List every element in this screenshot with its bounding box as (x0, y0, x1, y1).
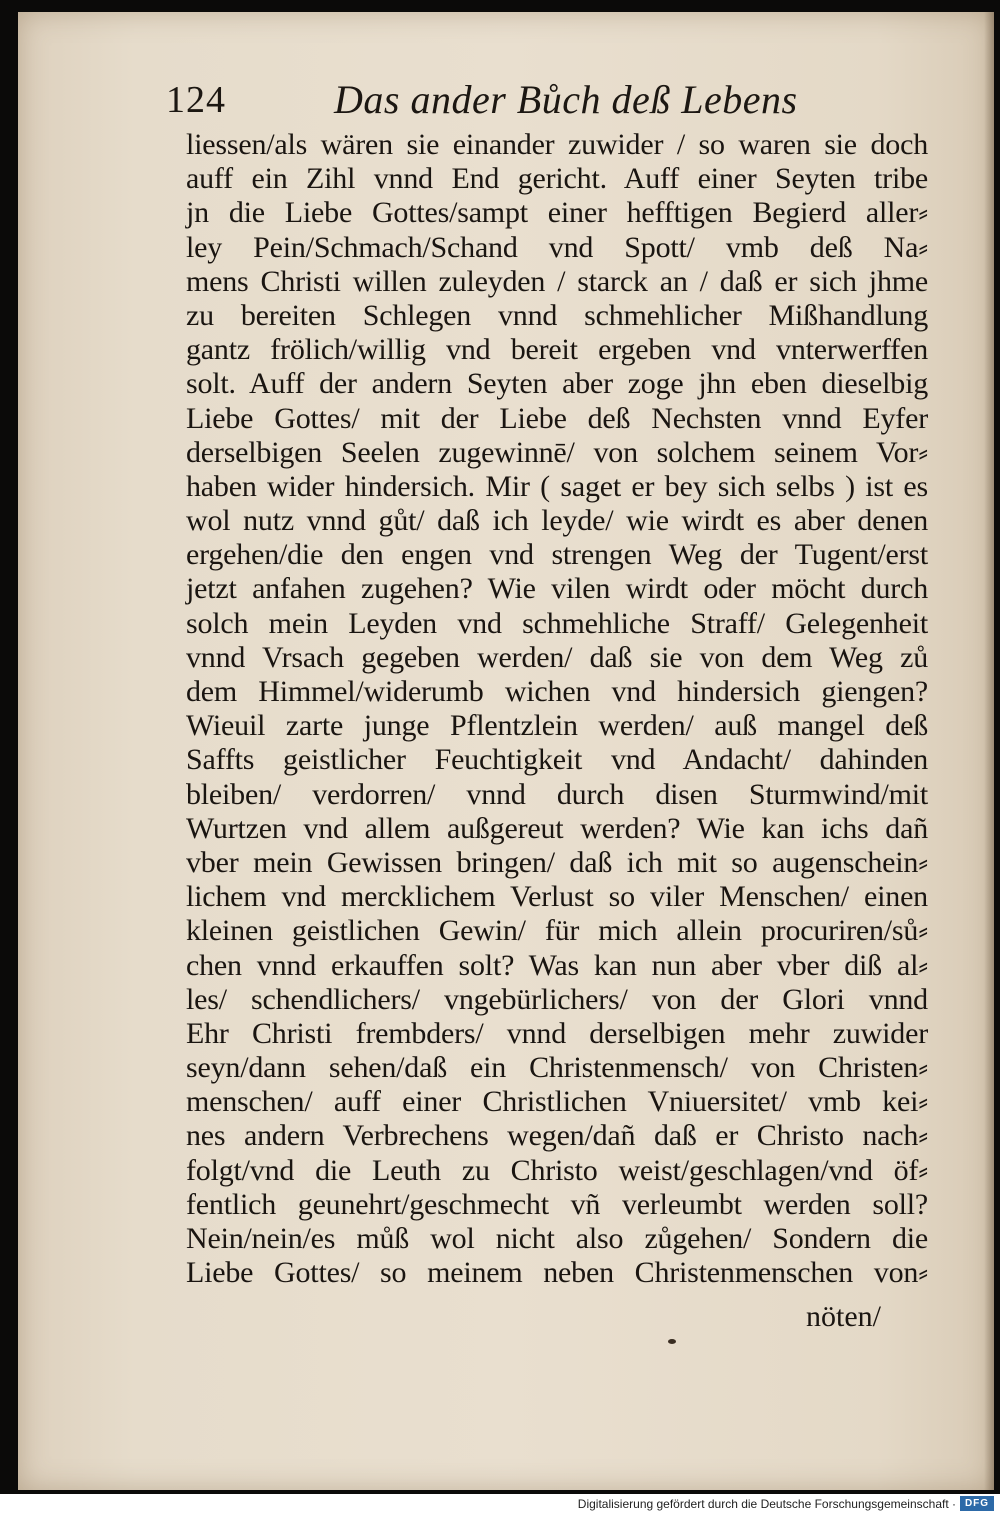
text-line: mens Christi willen zuleyden / starck an / daß er sich jhme (186, 264, 928, 298)
text-line: jetzt anfahen zugehen? Wie vilen wirdt oder möcht durch (186, 572, 928, 606)
dfg-logo: DFG (960, 1496, 994, 1511)
text-line: lichem vnd mercklichem Verlust so viler Menschen/ einen (186, 880, 928, 914)
text-line: ley Pein/Schmach/Schand vnd Spott/ vmb deß Na⸗ (186, 230, 928, 264)
running-title: Das ander Bůch deß Lebens (334, 77, 798, 122)
text-line: Liebe Gottes/ so meinem neben Christenmenschen von⸗ (186, 1256, 928, 1290)
text-line: vnnd Vrsach gegeben werden/ daß sie von dem Weg zů (186, 640, 928, 674)
text-line: kleinen geistlichen Gewin/ für mich allein procuriren/sů⸗ (186, 914, 928, 948)
text-line: auff ein Zihl vnnd End gericht. Auff einer Seyten tribe (186, 162, 928, 196)
text-line: liessen/als wären sie einander zuwider / so waren sie doch (186, 128, 928, 161)
text-line: Liebe Gottes/ mit der Liebe deß Nechsten vnnd Eyfer (186, 401, 928, 435)
text-line: fentlich geunehrt/geschmecht vñ verleumbt werden soll? (186, 1187, 928, 1221)
text-line: Nein/nein/es můß wol nicht also zůgehen/ Sondern die (186, 1222, 928, 1255)
text-line: menschen/ auff einer Christlichen Vniuersitet/ vmb kei⸗ (186, 1085, 928, 1119)
text-line: folgt/vnd die Leuth zu Christo weist/geschlagen/vnd öf⸗ (186, 1153, 928, 1187)
body-text (186, 128, 928, 1290)
text-line: les/ schendlichers/ vngebürlichers/ von der Glori vnnd (186, 982, 928, 1016)
text-line: wol nutz vnnd gůt/ daß ich leyde/ wie wirdt es aber denen (186, 504, 928, 538)
ink-speck (668, 1339, 676, 1344)
catchword: nöten/ (806, 1300, 881, 1333)
text-line: chen vnnd erkauffen solt? Was kan nun aber vber diß al⸗ (186, 948, 928, 982)
text-line: dem Himmel/widerumb wichen vnd hindersich giengen? (186, 675, 928, 708)
text-line: jn die Liebe Gottes/sampt einer hefftigen Begierd aller⸗ (186, 196, 928, 230)
text-line: nes andern Verbrechens wegen/dañ daß er Christo nach⸗ (186, 1119, 928, 1153)
text-line: bleiben/ verdorren/ vnnd durch disen Sturmwind/mit (186, 777, 928, 811)
text-line: derselbigen Seelen zugewinnē/ von solchem seinem Vor⸗ (186, 435, 928, 469)
text-line: Saffts geistlicher Feuchtigkeit vnd Andacht/ dahinden (186, 743, 928, 777)
page-edge-shadow (984, 12, 994, 1490)
text-line: solt. Auff der andern Seyten aber zoge jhn eben dieselbig (186, 367, 928, 401)
text-line: zu bereiten Schlegen vnnd schmehlicher Mißhandlung (186, 298, 928, 332)
text-line: Ehr Christi frembders/ vnnd derselbigen mehr zuwider (186, 1016, 928, 1050)
funding-credit: Digitalisierung gefördert durch die Deutsche Forschungsgemeinschaft · (577, 1497, 956, 1511)
text-line: seyn/dann sehen/daß ein Christenmensch/ von Christen⸗ (186, 1051, 928, 1085)
text-line: haben wider hindersich. Mir ( saget er bey sich selbs ) ist es (186, 469, 928, 503)
footer-bar (0, 1494, 1000, 1515)
text-line: Wieuil zarte junge Pflentzlein werden/ auß mangel deß (186, 709, 928, 743)
text-line: gantz frölich/willig vnd bereit ergeben vnd vnterwerffen (186, 333, 928, 367)
running-head (166, 77, 798, 128)
page-number: 124 (166, 79, 226, 121)
text-line: Wurtzen vnd allem außgereut werden? Wie kan ichs dañ (186, 811, 928, 845)
text-line: ergehen/die den engen vnd strengen Weg der Tugent/erst (186, 538, 928, 572)
text-line: solch mein Leyden vnd schmehliche Straff/ Gelegenheit (186, 606, 928, 640)
text-line: vber mein Gewissen bringen/ daß ich mit so augenschein⸗ (186, 845, 928, 879)
